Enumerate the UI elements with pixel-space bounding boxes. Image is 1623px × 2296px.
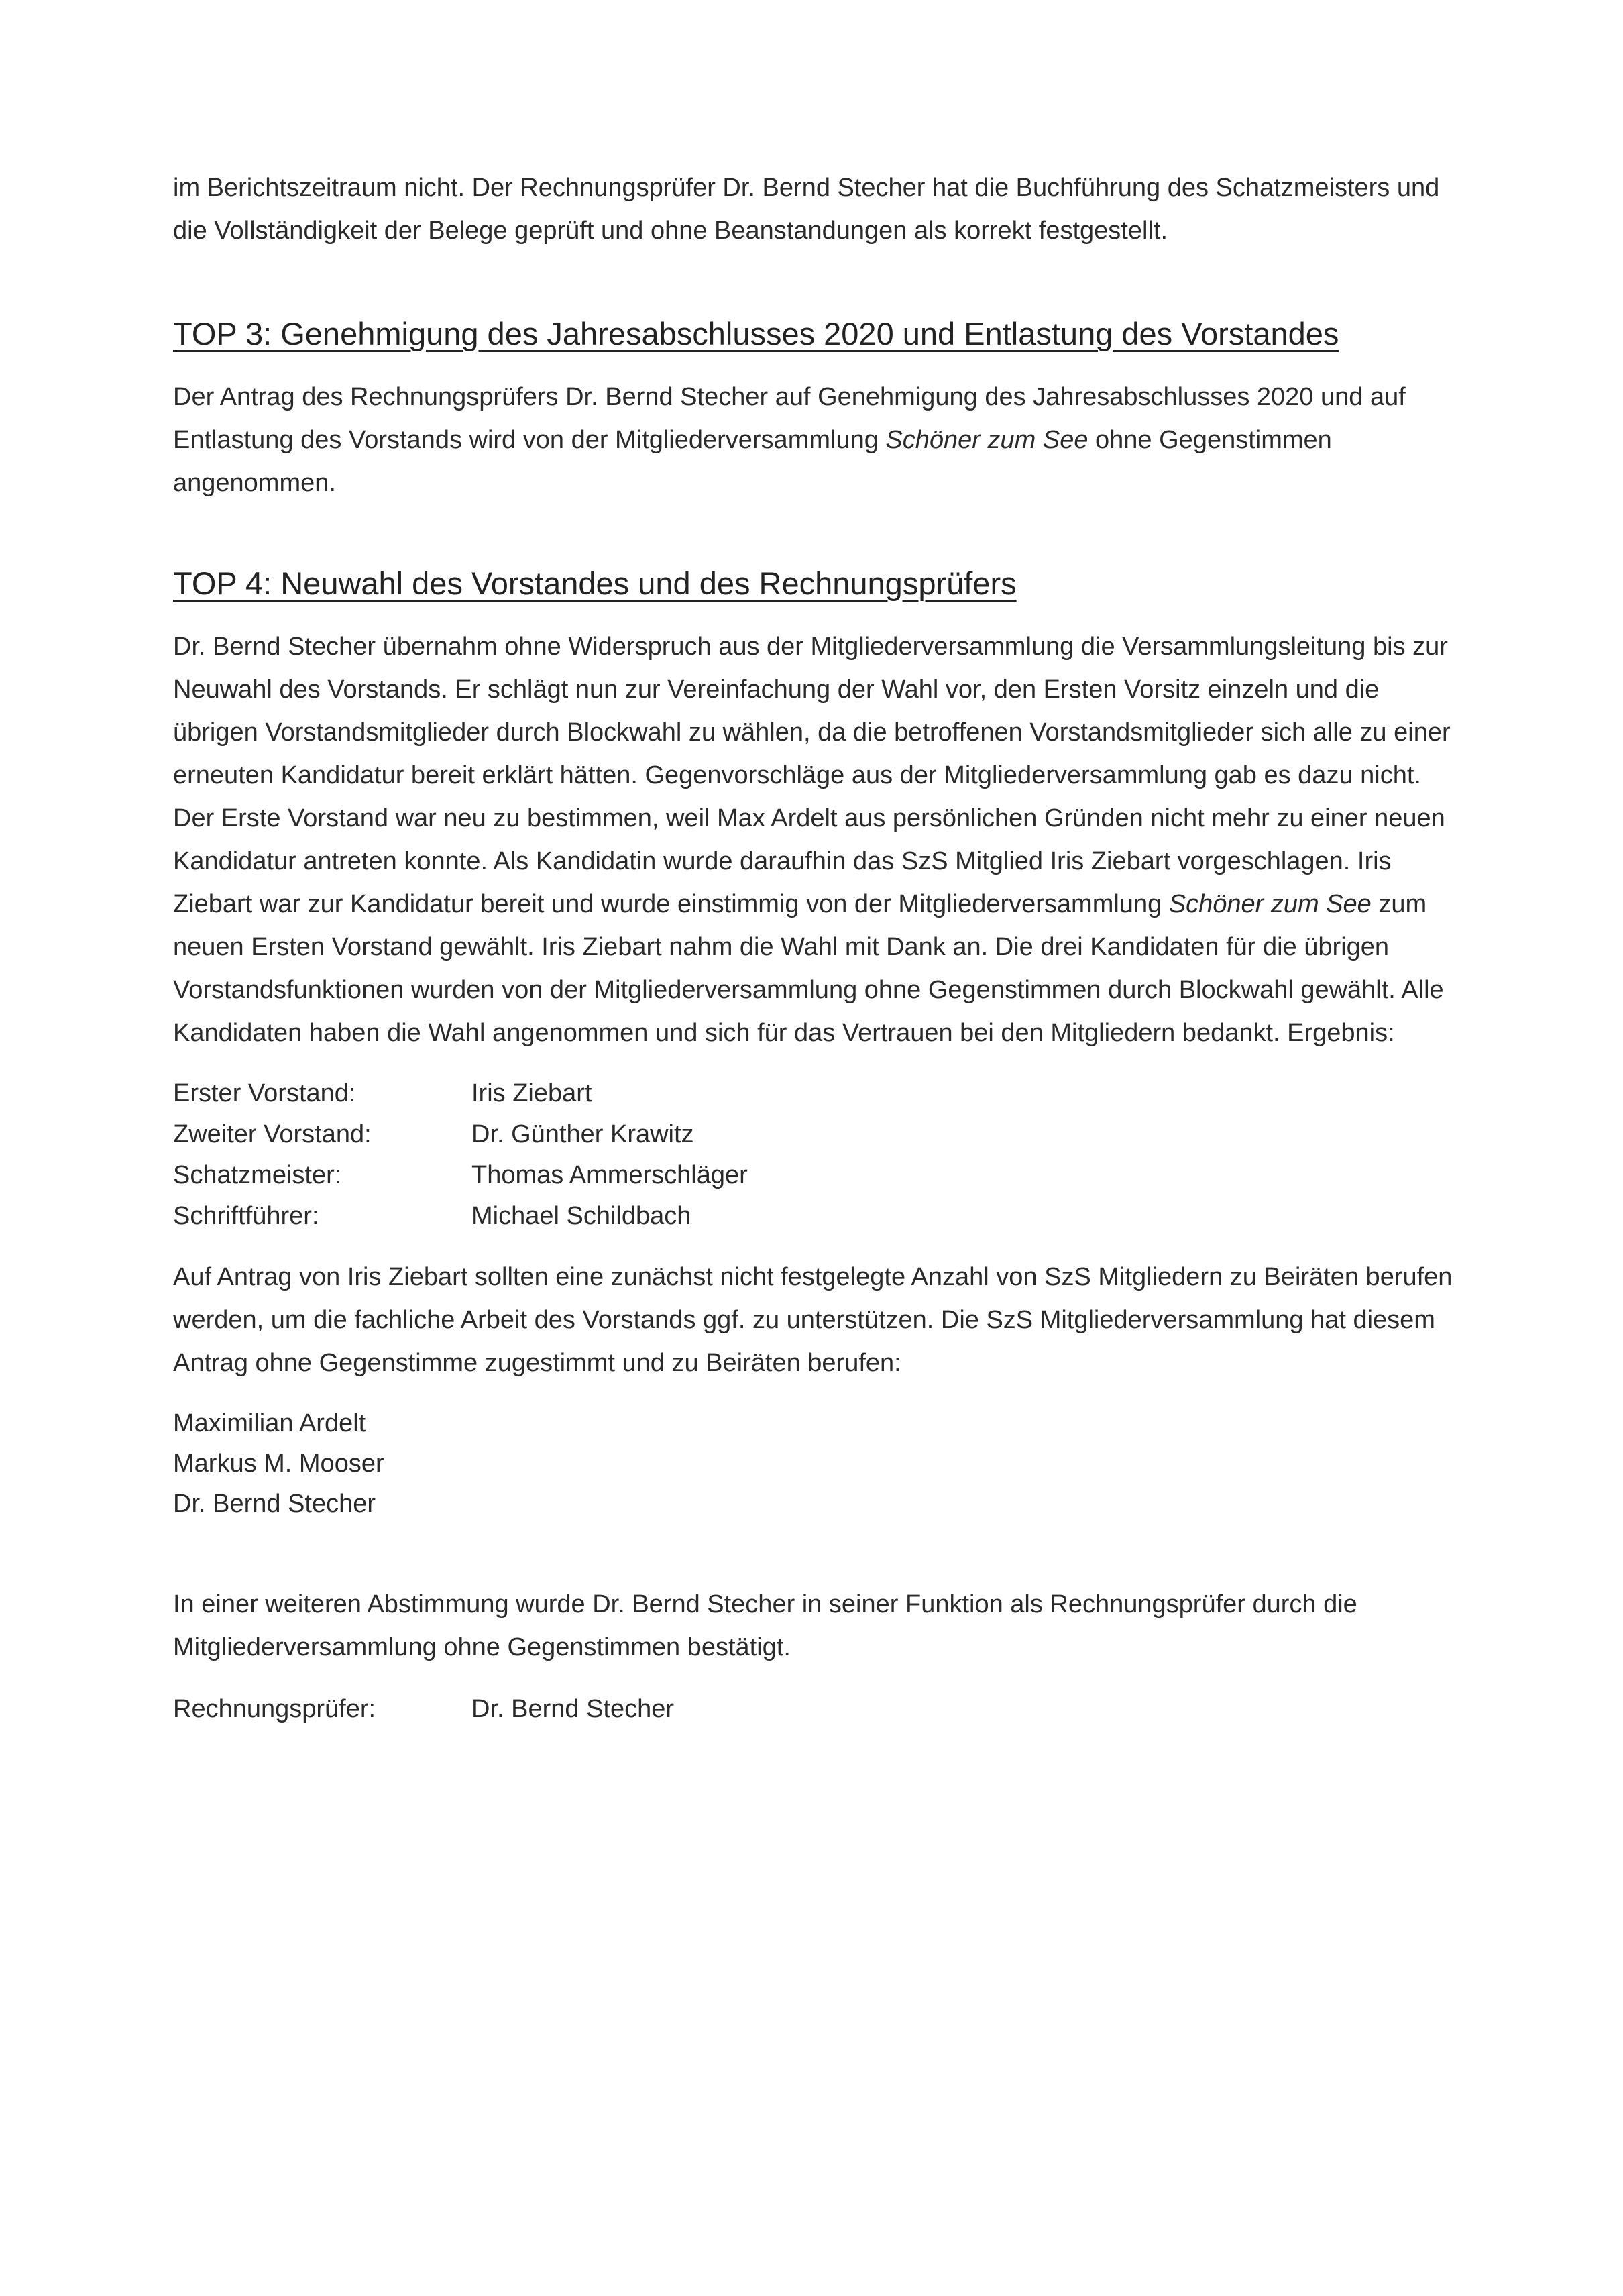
beirat-list — [173, 1403, 1461, 1524]
top3-paragraph — [173, 376, 1461, 504]
intro-paragraph: im Berichtszeitraum nicht. Der Rechnungsprüfer Dr. Bernd Stecher hat die Buchführung des Schatzmeisters und die Vollständigkeit der Belege geprüft und ohne Beanstandungen als korrekt festgestellt. — [173, 174, 1440, 245]
top4-text-after: zum neuen Ersten Vorstand gewählt. Iris Ziebart nahm die Wahl mit Dank an. Die drei Kandidaten für die übrigen Vorstandsfunktionen wurden von der Mitgliederversammlung ohne Gegenstimmen durch Blockwahl gewählt. Alle Kandidaten haben die Wahl angenommen und sich für das Vertrauen bei den Mitgliedern bedankt. Ergebnis: — [173, 890, 1444, 1047]
top4-paragraph — [173, 625, 1461, 1054]
beirat-member: Markus M. Mooser — [173, 1450, 384, 1478]
top3-text-after: ohne Gegenstimmen angenommen. — [173, 426, 1332, 497]
auditor-name: Dr. Bernd Stecher — [471, 1695, 675, 1723]
top4-heading: TOP 4: Neuwahl des Vorstandes und des Rechnungsprüfers — [173, 565, 1017, 601]
auditor-role: Rechnungsprüfer: — [173, 1695, 376, 1723]
officers-list — [173, 1073, 1461, 1237]
document-body — [173, 166, 1461, 1731]
officer-role: Schriftführer: — [173, 1202, 319, 1230]
top4-text-before: Dr. Bernd Stecher übernahm ohne Widerspruch aus der Mitgliederversammlung die Versammlungsleitung bis zur Neuwahl des Vorstands. Er schlägt nun zur Vereinfachung der Wahl vor, den Ersten Vorsitz einzeln und die übrigen Vorstandsmitglieder durch Blockwahl zu wählen, da die betroffenen Vorstandsmitglieder sich alle zu einer erneuten Kandidatur bereit erklärt hätten. Gegenvorschläge aus der Mitgliederversammlung gab es dazu nicht. Der Erste Vorstand war neu zu bestimmen, weil Max Ardelt aus persönlichen Gründen nicht mehr zu einer neuen Kandidatur antreten konnte. Als Kandidatin wurde daraufhin das SzS Mitglied Iris Ziebart vorgeschlagen. Iris Ziebart war zur Kandidatur bereit und wurde einstimmig von der Mitgliederversammlung — [173, 633, 1451, 918]
officer-name: Dr. Günther Krawitz — [471, 1120, 694, 1148]
officer-role: Erster Vorstand: — [173, 1079, 356, 1107]
beirat-member: Maximilian Ardelt — [173, 1409, 366, 1437]
beirat-member: Dr. Bernd Stecher — [173, 1490, 376, 1518]
top3-org-name: Schöner zum See — [885, 426, 1088, 454]
top3-heading: TOP 3: Genehmigung des Jahresabschlusses 2020 und Entlastung des Vorstandes — [173, 316, 1339, 351]
auditor-paragraph: In einer weiteren Abstimmung wurde Dr. Bernd Stecher in seiner Funktion als Rechnungsprüfer durch die Mitgliederversammlung ohne Gegenstimmen bestätigt. — [173, 1590, 1357, 1661]
top3-text-before: Der Antrag des Rechnungsprüfers Dr. Bernd Stecher auf Genehmigung des Jahresabschlusses 2020 und auf Entlastung des Vorstands wird von der Mitgliederversammlung — [173, 383, 1406, 454]
officer-name: Iris Ziebart — [471, 1079, 592, 1107]
officer-name: Thomas Ammerschläger — [471, 1161, 748, 1189]
officer-name: Michael Schildbach — [471, 1202, 691, 1230]
officer-role: Schatzmeister: — [173, 1161, 342, 1189]
officer-role: Zweiter Vorstand: — [173, 1120, 372, 1148]
top4-org-name: Schöner zum See — [1168, 890, 1372, 918]
auditor-line — [173, 1688, 1461, 1731]
beirat-paragraph: Auf Antrag von Iris Ziebart sollten eine zunächst nicht festgelegte Anzahl von SzS Mitgliedern zu Beiräten berufen werden, um die fachliche Arbeit des Vorstands ggf. zu unterstützen. Die SzS Mitgliederversammlung hat diesem Antrag ohne Gegenstimme zugestimmt und zu Beiräten berufen: — [173, 1263, 1453, 1377]
